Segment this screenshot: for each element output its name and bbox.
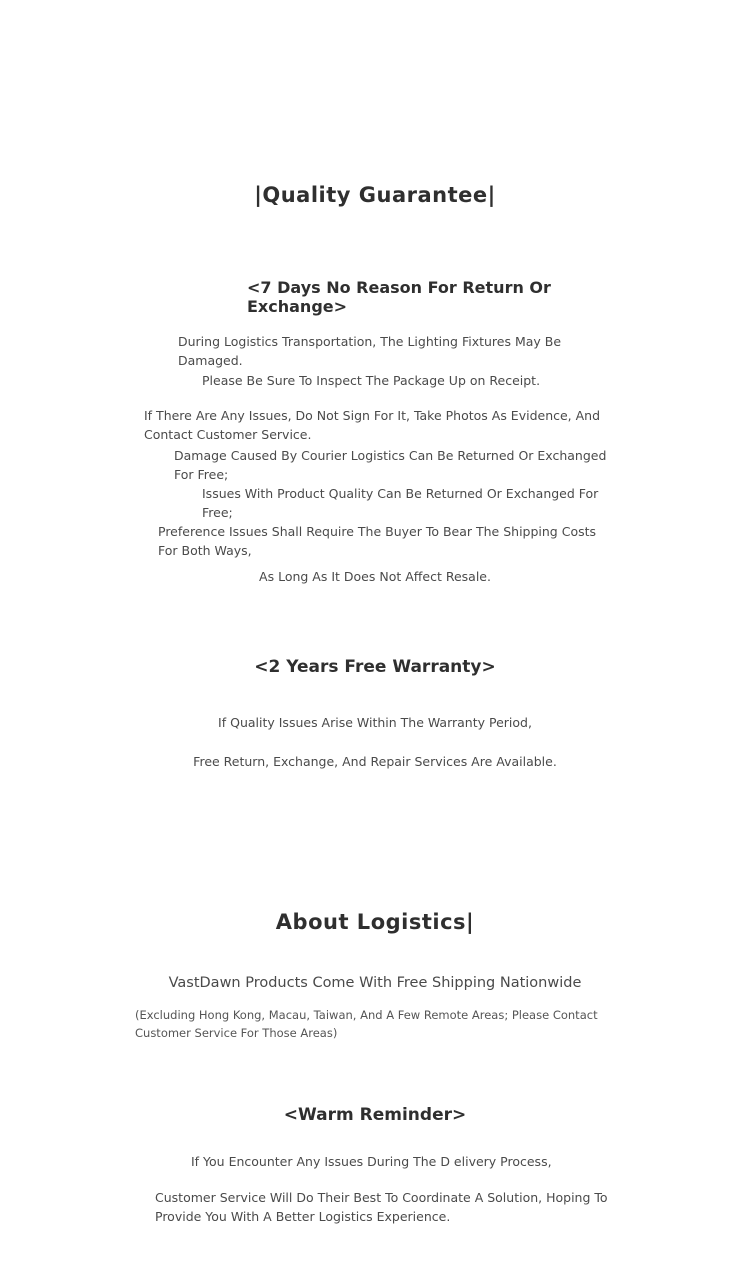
warm-reminder-line-1 (0, 1152, 750, 1171)
return-policy-line-1 (0, 332, 750, 370)
return-policy-line-4-text: Damage Caused By Courier Logistics Can Be Returned Or Exchanged For Free; (174, 448, 607, 482)
warranty-line-2 (0, 752, 750, 771)
warranty-line-1-text: If Quality Issues Arise Within The Warranty Period, (218, 715, 532, 730)
warranty-line-1 (0, 713, 750, 732)
shipping-note-text: (Excluding Hong Kong, Macau, Taiwan, And A Few Remote Areas; Please Contact Customer Service For Those Areas) (135, 1008, 598, 1040)
warranty-heading (0, 657, 750, 677)
return-policy-line-1-text: During Logistics Transportation, The Lighting Fixtures May Be Damaged. (178, 334, 562, 368)
return-policy-line-6-text: Preference Issues Shall Require The Buyer To Bear The Shipping Costs For Both Ways, (158, 524, 597, 558)
return-policy-title: <7 Days No Reason For Return Or Exchange> (247, 278, 551, 316)
warranty-line-2-text: Free Return, Exchange, And Repair Services Are Available. (193, 754, 557, 769)
warm-reminder-line-2 (0, 1188, 750, 1226)
shipping-statement (0, 974, 750, 993)
return-policy-heading (0, 278, 750, 316)
quality-guarantee-title: |Quality Guarantee| (254, 183, 496, 207)
warm-reminder-line-2-text: Customer Service Will Do Their Best To Coordinate A Solution, Hoping To Provide You With A Better Logistics Experience. (155, 1190, 608, 1224)
return-policy-line-4 (0, 446, 750, 484)
warm-reminder-heading (0, 1105, 750, 1125)
warranty-title: <2 Years Free Warranty> (254, 657, 496, 677)
shipping-statement-text: VastDawn Products Come With Free Shipping Nationwide (168, 975, 582, 991)
return-policy-line-2 (0, 371, 750, 390)
logistics-title: About Logistics| (275, 910, 475, 934)
return-policy-line-5 (0, 484, 750, 522)
return-policy-line-3 (0, 406, 750, 444)
return-policy-line-7-text: As Long As It Does Not Affect Resale. (259, 569, 491, 584)
return-policy-line-7 (0, 567, 750, 586)
quality-guarantee-heading (0, 183, 750, 207)
warm-reminder-title: <Warm Reminder> (283, 1105, 467, 1125)
return-policy-line-5-text: Issues With Product Quality Can Be Returned Or Exchanged For Free; (202, 486, 599, 520)
return-policy-line-6 (0, 522, 750, 560)
logistics-heading (0, 910, 750, 934)
warm-reminder-line-1-text: If You Encounter Any Issues During The D elivery Process, (191, 1154, 552, 1169)
return-policy-line-2-text: Please Be Sure To Inspect The Package Up on Receipt. (202, 373, 541, 388)
shipping-note (0, 1006, 750, 1042)
return-policy-line-3-text: If There Are Any Issues, Do Not Sign For It, Take Photos As Evidence, And Contact Customer Service. (144, 408, 601, 442)
